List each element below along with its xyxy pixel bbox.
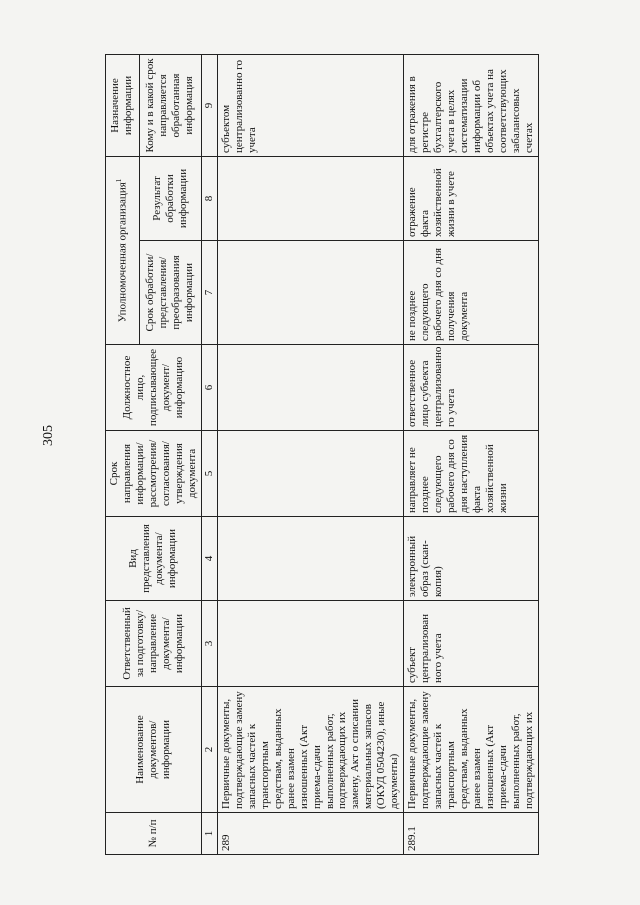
footnote-marker: 1 [115, 178, 124, 183]
header-group-upolnom: Уполномоченная организация$^1$ [106, 156, 140, 344]
row-name: Первичные документы, подтверждающие замену запасных частей к транспортным средствам, выданных ранее взамен изношенных (Акт приема-сдачи выполненных работ, подтверждающих их замену, Акт о списании материальных запасов (ОКУД 0504230), иные документы) [217, 687, 404, 813]
header-responsible: Ответственный за подготовку/ направление документа/ информации [106, 601, 202, 687]
row-srok: направляет не позднее следующего рабочего дня со дня наступления факта хозяйственной жизни [404, 431, 539, 517]
header-official: Должностное лицо, подписывающее документ/ информацию [106, 345, 202, 431]
header-srok: Срок направления информации/ рассмотрения/ согласования/ утверждения документа [106, 431, 202, 517]
row-name: Первичные документы, подтверждающие замену запасных частей к транспортным средствам, выданных ранее взамен изношенных (Акт приема-сдачи выполненных работ, подтверждающих их [404, 687, 539, 813]
row-result [217, 156, 404, 240]
registry-table [105, 54, 539, 855]
header-vid: Вид представления документа/ информации [106, 517, 202, 601]
table-row [217, 54, 404, 854]
header-num: № п/п [106, 813, 202, 855]
row-num: 289 [217, 813, 404, 855]
row-srok-obrabotki: не позднее следующего рабочего дня со дня получения документа [404, 241, 539, 345]
col-number: 1 [201, 813, 217, 855]
row-komu: для отражения в регистре бухгалтерского учета в целях систематизации информации об объектах учета на соответствующих забалансовых счетах [404, 54, 539, 156]
column-numbers-row [201, 54, 217, 854]
table-row [404, 54, 539, 854]
col-number: 9 [201, 54, 217, 156]
col-number: 2 [201, 687, 217, 813]
row-official: ответственное лицо субъекта централизованно го учета [404, 345, 539, 431]
header-group-naznach: Назначение информации [106, 54, 140, 156]
col-number: 7 [201, 241, 217, 345]
row-responsible: субъект централизован ного учета [404, 601, 539, 687]
row-komu: субъектом централизованно го учета [217, 54, 404, 156]
row-vid: электронный образ (скан-копия) [404, 517, 539, 601]
col-number: 6 [201, 345, 217, 431]
row-srok [217, 431, 404, 517]
col-number: 5 [201, 431, 217, 517]
row-num: 289.1 [404, 813, 539, 855]
col-number: 4 [201, 517, 217, 601]
row-official [217, 345, 404, 431]
col-number: 8 [201, 156, 217, 240]
header-name: Наименование документов/ информации [106, 687, 202, 813]
header-srok-obrabotki: Срок обработки/ представления/ преобразования информации [139, 241, 201, 345]
row-result: отражение факта хозяйственной жизни в учете [404, 156, 539, 240]
header-result: Результат обработки информации [139, 156, 201, 240]
row-vid [217, 517, 404, 601]
page-number: 305 [41, 425, 56, 446]
col-number: 3 [201, 601, 217, 687]
header-komu: Кому и в какой срок направляется обработанная информация [139, 54, 201, 156]
row-srok-obrabotki [217, 241, 404, 345]
header-row-1 [106, 54, 140, 854]
row-responsible [217, 601, 404, 687]
rotated-table-container [105, 55, 620, 855]
